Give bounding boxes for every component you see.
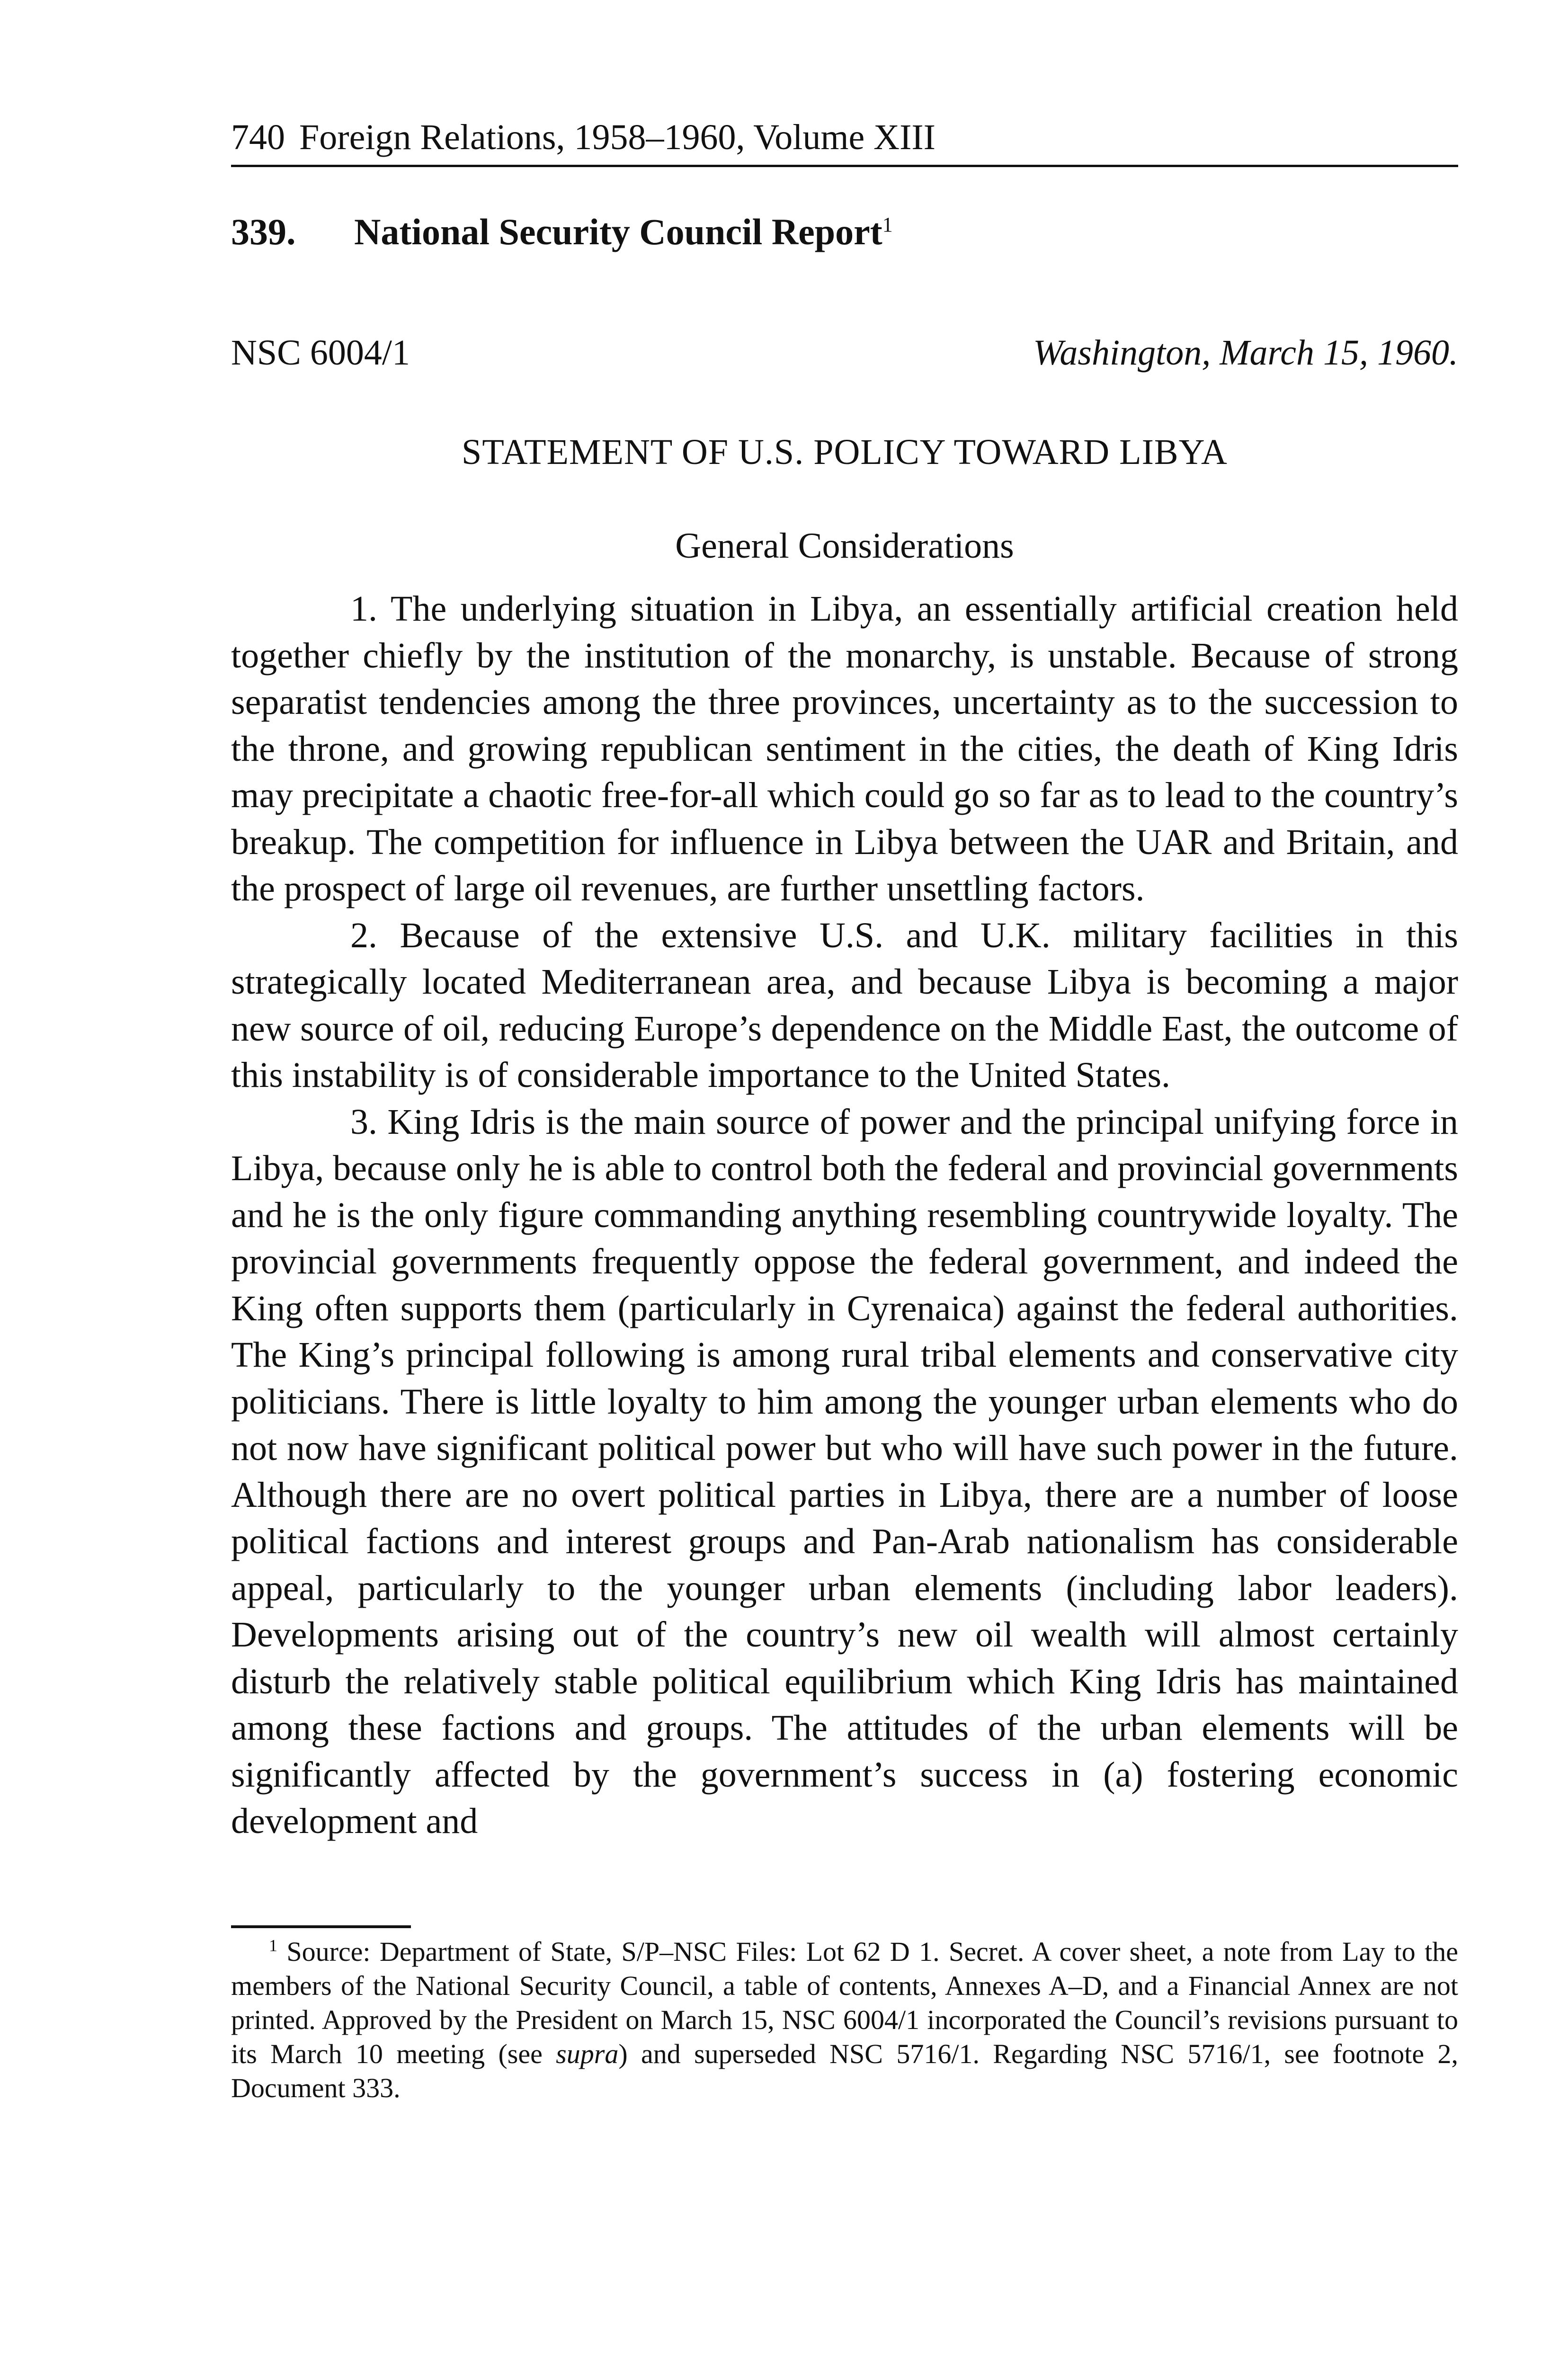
page-number: 740 [231,117,285,157]
footnote [231,1935,1458,2105]
footnote-text-end: ) and superseded NSC 5716/1. Regarding NSC 5716/1, see footnote 2, Document 333. [231,2038,1458,2103]
statement-title: STATEMENT OF U.S. POLICY TOWARD LIBYA [462,432,1228,472]
paragraph-3: 3. King Idris is the main source of power and the principal unifying force in Libya, because only he is able to control both the federal and provincial governments and he is the only figure commanding anything resembling countrywide loyalty. The provincial governments frequently oppose the federal government, and indeed the King often supports them (particularly in Cyrenaica) against the federal authorities. The King’s principal following is among rural tribal elements and conservative city politicians. There is little loyalty to him among the younger urban elements who do not now have significant political power but who will have such power in the future. Although there are no overt political parties in Libya, there are a number of loose political factions and interest groups and Pan-Arab nationalism has considerable appeal, particularly to the younger urban elements (including labor leaders). Developments arising out of the country’s new oil wealth will almost certainly disturb the relatively stable political equilibrium which King Idris has maintained among these factions and groups. The attitudes of the urban elements will be significantly affected by the government’s success in (a) fostering economic development and [231,1102,1458,1841]
body-text [231,586,1458,1845]
publication-title: Foreign Relations, 1958–1960, Volume XIII [299,117,935,157]
document-heading [231,206,1458,258]
footnote-text-start: Source: Department of State, S/P–NSC Files: Lot 62 D 1. Secret. A cover sheet, a note from Lay to the members of the National Security Council, a table of contents, Annexes A–D, and a Financial Annex are not printed. Approved by the President on March 15, NSC 6004/1 incorporated the Council’s revisions pursuant to its March 10 meeting (see [231,1936,1459,2069]
footnote-marker: 1 [269,1936,277,1955]
footnote-reference[interactable]: 1 [882,213,893,236]
paragraph-2: 2. Because of the extensive U.S. and U.K. military facilities in this strategically located Mediterranean area, and because Libya is becoming a major new source of oil, reducing Europe’s dependence on the Middle East, the outcome of this instability is of considerable importance to the United States. [231,915,1458,1095]
document-title [354,206,893,258]
footnote-divider [231,1925,411,1928]
document-title-text: National Security Council Report [354,211,882,252]
document-page [231,114,1458,2105]
section-heading: General Considerations [675,526,1014,566]
paragraph-1: 1. The underlying situation in Libya, an essentially artificial creation held together chiefly by the institution of the monarchy, is unstable. Because of strong separatist tendencies among the three provinces, uncertainty as to the succession to the throne, and growing republican sentiment in the cities, the death of King Idris may precipitate a chaotic free-for-all which could go so far as to lead to the country’s breakup. The competition for influence in Libya between the UAR and Britain, and the prospect of large oil revenues, are further unsettling factors. [231,589,1458,908]
footnote-italic-reference: supra [556,2038,619,2069]
dateline: Washington, March 15, 1960. [1033,333,1458,373]
document-meta [231,329,1458,376]
paper-id: NSC 6004/1 [231,333,410,373]
document-number: 339. [231,211,296,252]
running-head [231,114,1458,167]
